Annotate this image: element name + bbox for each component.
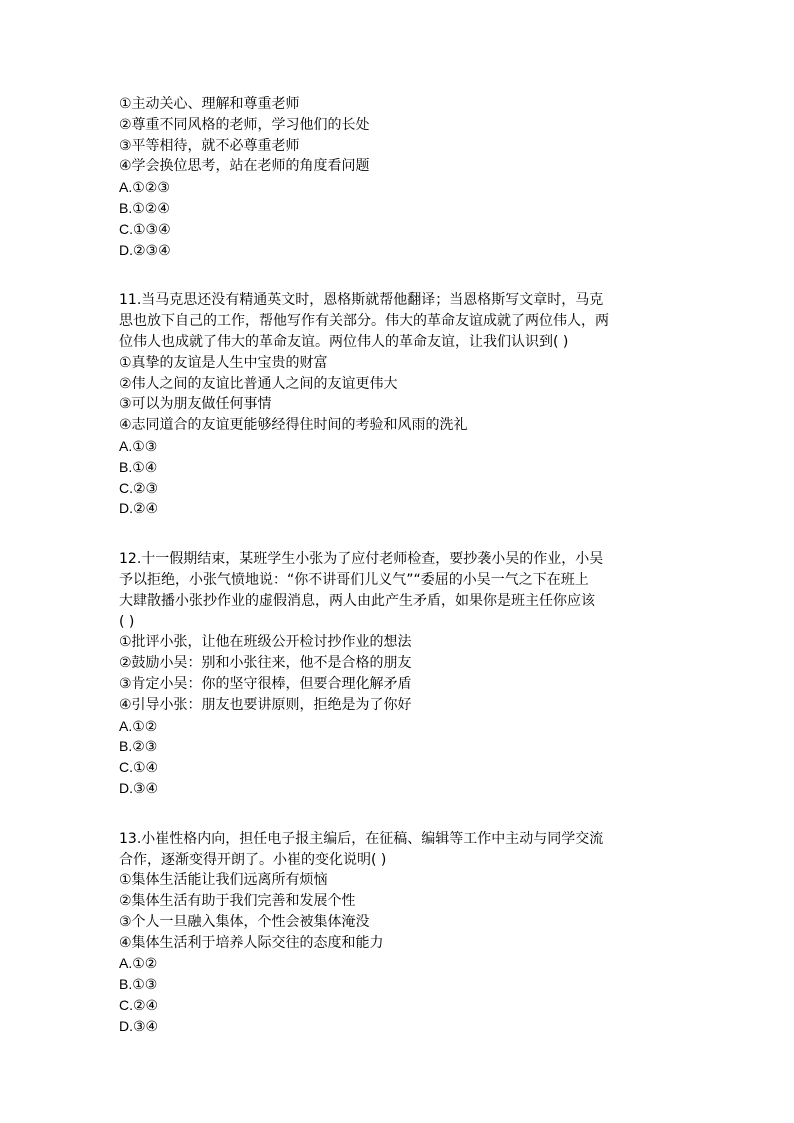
question-stem-line-2: 思也放下自己的工作，帮他写作有关部分。伟大的革命友谊成就了两位伟人，两: [119, 313, 609, 330]
statement-4: ④学会换位思考，站在老师的角度看问题: [119, 158, 370, 175]
statement-2: ②集体生活有助于我们完善和发展个性: [119, 893, 356, 910]
option-a: A.①②: [119, 717, 158, 734]
statement-3: ③平等相待，就不必尊重老师: [119, 137, 300, 154]
statement-2: ②鼓励小吴：别和小张往来，他不是合格的朋友: [119, 655, 412, 672]
statement-1: ①主动关心、理解和尊重老师: [119, 96, 300, 112]
option-c: C.①④: [119, 759, 159, 776]
option-c: C.①③④: [119, 220, 171, 237]
statement-2: ②尊重不同风格的老师，学习他们的长处: [119, 116, 370, 133]
option-d: D.②④: [119, 500, 159, 517]
statement-1: ①集体生活能让我们远离所有烦恼: [119, 872, 328, 889]
statement-4: ④集体生活利于培养人际交往的态度和能力: [119, 934, 384, 951]
statement-2: ②伟人之间的友谊比普通人之间的友谊更伟大: [119, 375, 398, 392]
option-c: C.②③: [119, 479, 159, 496]
option-a: A.①③: [119, 437, 158, 454]
exam-page: [119, 94, 679, 1037]
option-d: D.③④: [119, 779, 159, 796]
option-a: A.①②: [119, 955, 158, 972]
option-b: B.①②④: [119, 199, 170, 216]
question-stem-line-1: 12.十一假期结束，某班学生小张为了应付老师检查，要抄袭小吴的作业，小吴: [119, 551, 604, 568]
statement-1: ①批评小张，让他在班级公开检讨抄作业的想法: [119, 634, 412, 651]
statement-4: ④引导小张：朋友也要讲原则，拒绝是为了你好: [119, 696, 412, 713]
question-stem-line-3: 位伟人也成就了伟大的革命友谊。两位伟人的革命友谊，让我们认识到( ): [119, 333, 569, 350]
statement-3: ③个人一旦融入集体，个性会被集体淹没: [119, 913, 370, 930]
option-a: A.①②③: [119, 179, 170, 196]
statement-4: ④志同道合的友谊更能够经得住时间的考验和风雨的洗礼: [119, 417, 468, 434]
option-b: B.②③: [119, 738, 158, 755]
question-11: [119, 290, 679, 519]
option-d: D.③④: [119, 1017, 159, 1034]
question-stem-line-2: 合作，逐渐变得开朗了。小崔的变化说明( ): [119, 851, 387, 868]
spacer: [119, 519, 679, 549]
question-stem-line-1: 13.小崔性格内向，担任电子报主编后，在征稿、编辑等工作中主动与同学交流: [119, 830, 604, 847]
option-c: C.②④: [119, 997, 159, 1014]
question-10-continued: [119, 94, 679, 260]
statement-1: ①真挚的友谊是人生中宝贵的财富: [119, 354, 328, 371]
question-stem-line-3: 大肆散播小张抄作业的虚假消息，两人由此产生矛盾，如果你是班主任你应该: [119, 592, 595, 609]
option-b: B.①④: [119, 458, 158, 475]
question-stem-line-1: 11.当马克思还没有精通英文时，恩格斯就帮他翻译；当恩格斯写文章时，马克: [119, 292, 604, 309]
statement-3: ③可以为朋友做任何事情: [119, 396, 272, 413]
statement-3: ③肯定小吴：你的坚守很棒，但要合理化解矛盾: [119, 675, 412, 692]
question-stem-line-4: ( ): [119, 613, 135, 630]
spacer: [119, 260, 679, 290]
question-stem-line-2: 予以拒绝，小张气愤地说：“你不讲哥们儿义气”“委屈的小吴一气之下在班上: [119, 571, 589, 588]
option-d: D.②③④: [119, 241, 171, 258]
spacer: [119, 799, 679, 829]
question-13: [119, 829, 679, 1037]
question-12: [119, 549, 679, 799]
option-b: B.①③: [119, 976, 158, 993]
